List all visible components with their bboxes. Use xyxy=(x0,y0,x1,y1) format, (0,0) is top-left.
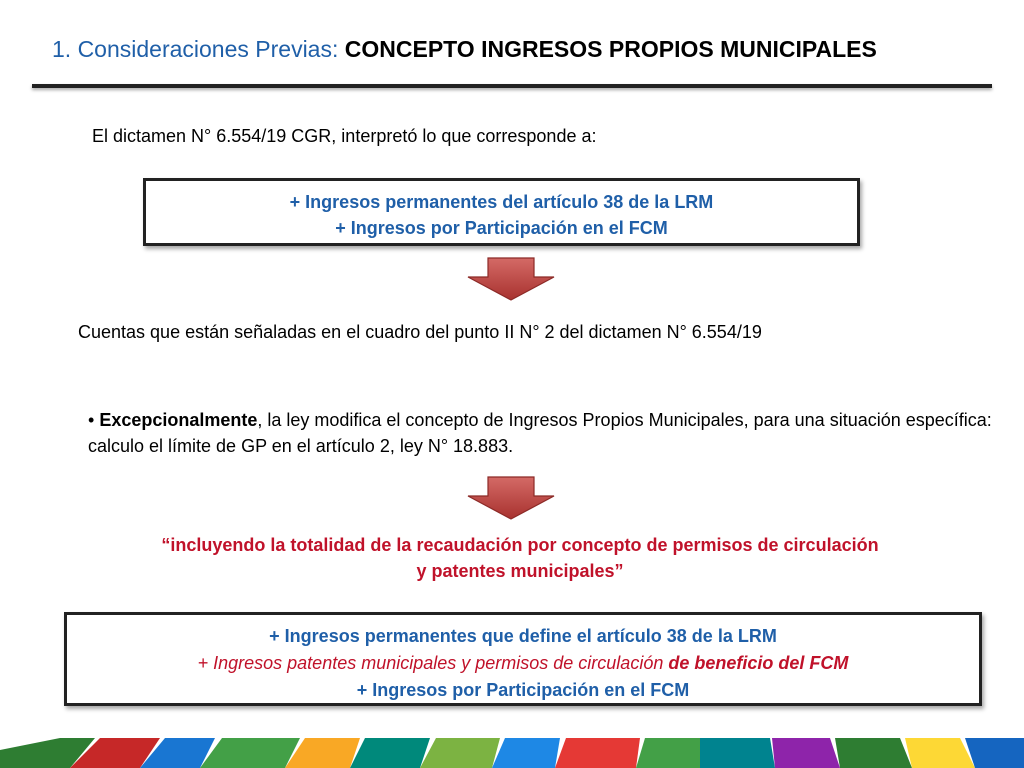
title-main: CONCEPTO INGRESOS PROPIOS MUNICIPALES xyxy=(344,36,877,62)
box2-line-2-italic: + Ingresos patentes municipales y permisos de circulación xyxy=(197,653,669,673)
title-divider xyxy=(32,84,992,88)
quote-text xyxy=(50,532,990,584)
intro-text: El dictamen N° 6.554/19 CGR, interpretó lo que corresponde a: xyxy=(92,126,597,146)
box2-line-1: + Ingresos permanentes que define el artículo 38 de la LRM xyxy=(269,626,777,646)
footer-decoration xyxy=(0,738,1024,768)
box2-line-2 xyxy=(67,650,979,677)
exception-rest: , la ley modifica el concepto de Ingresos Propios Municipales, para una situación específica: calculo el límite de GP en el artículo 2, ley N° 18.883. xyxy=(88,410,992,456)
income-box-1 xyxy=(143,178,860,246)
down-arrow-icon xyxy=(466,257,556,301)
title-prefix: 1. Consideraciones Previas: xyxy=(52,36,345,62)
income-box-2 xyxy=(64,612,982,706)
box1-line-2: + Ingresos por Participación en el FCM xyxy=(335,218,668,238)
box1-line-1: + Ingresos permanentes del artículo 38 de la LRM xyxy=(289,192,714,212)
cuentas-text: Cuentas que están señaladas en el cuadro del punto II N° 2 del dictamen N° 6.554/19 xyxy=(78,322,762,342)
bullet: • xyxy=(88,410,100,430)
page-title xyxy=(52,34,992,64)
exception-paragraph xyxy=(88,407,993,459)
down-arrow-icon xyxy=(466,476,556,520)
quote-line-2: y patentes municipales” xyxy=(416,561,624,581)
quote-line-1: “incluyendo la totalidad de la recaudación por concepto de permisos de circulación xyxy=(161,535,879,555)
exception-bold: Excepcionalmente xyxy=(99,410,258,430)
box2-line-2-bold: de beneficio del FCM xyxy=(668,653,849,673)
box2-line-3: + Ingresos por Participación en el FCM xyxy=(356,680,690,700)
